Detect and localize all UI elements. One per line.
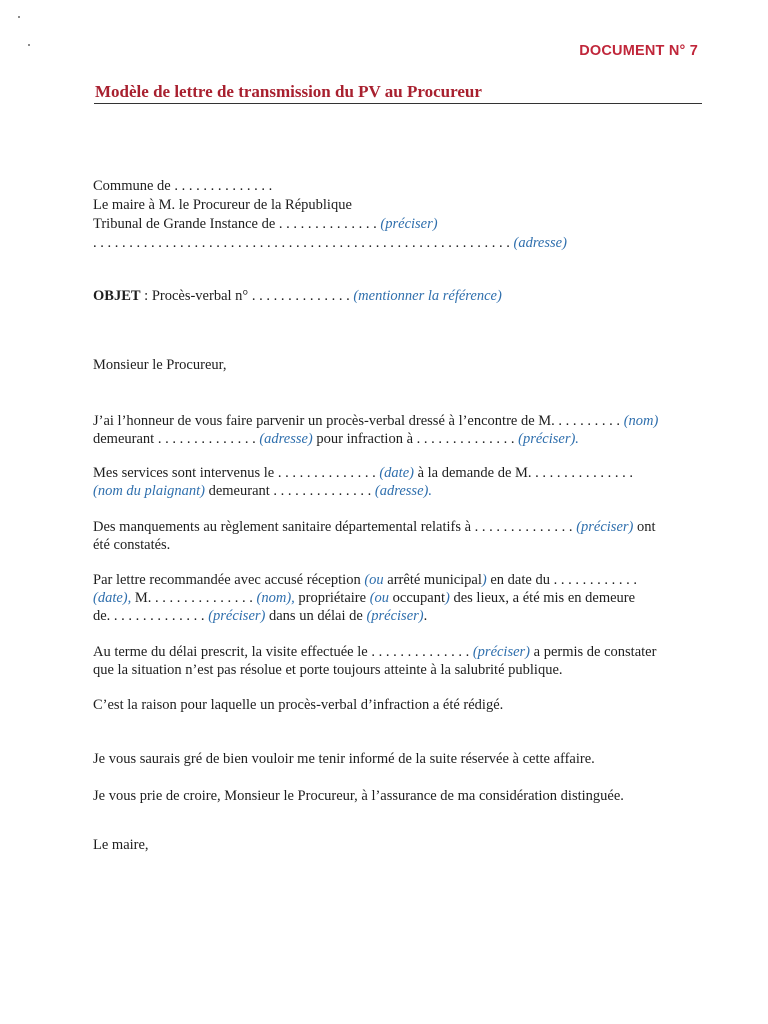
address-tribunal: Tribunal de Grande Instance de . . . . . . . . . . . . . . (préciser) [93,216,438,232]
signature: Le maire, [93,837,149,853]
p3-line2: été constatés. [93,537,171,553]
p3-line1: Des manquements au règlement sanitaire départemental relatifs à . . . . . . . . . . . . . . (préciser) ont [93,519,656,535]
p2-line1: Mes services sont intervenus le . . . . . . . . . . . . . . (date) à la demande de M. . . . . . . . . . . . . . . [93,465,634,481]
address-recipient: Le maire à M. le Procureur de la République [93,197,352,213]
p4-line3: de. . . . . . . . . . . . . . (préciser) dans un délai de (préciser). [93,608,428,624]
p5-line1: Au terme du délai prescrit, la visite effectuée le . . . . . . . . . . . . . . (préciser) a permis de constater [93,644,657,660]
address-line: . . . . . . . . . . . . . . . . . . . . . . . . . . . . . . . . . . . . . . . . . . . . . . . . . . . . . . . . . . (adresse) [93,235,567,251]
salutation: Monsieur le Procureur, [93,357,227,373]
p4-line1: Par lettre recommandée avec accusé réception (ou arrêté municipal) en date du . . . . . . . . . . . . [93,572,637,588]
document-number: DOCUMENT N° 7 [579,43,698,59]
p5-line2: que la situation n’est pas résolue et porte toujours atteinte à la salubrité publique. [93,662,563,678]
p1-line1: J’ai l’honneur de vous faire parvenir un procès-verbal dressé à l’encontre de M. . . . . . . . . . (nom) [93,413,659,429]
title-underline [94,103,702,104]
p8: Je vous prie de croire, Monsieur le Procureur, à l’assurance de ma considération distinguée. [93,788,624,804]
document-title: Modèle de lettre de transmission du PV au Procureur [95,82,482,101]
p4-line2: (date), M. . . . . . . . . . . . . . . (nom), propriétaire (ou occupant) des lieux, a été mis en demeure [93,590,636,606]
address-commune: Commune de . . . . . . . . . . . . . . [93,178,273,194]
p2-line2: (nom du plaignant) demeurant . . . . . . . . . . . . . . (adresse). [93,483,432,499]
tribunal-hint: (préciser) [380,216,438,232]
scan-speck [28,44,30,46]
objet-label: OBJET [93,288,141,304]
p6: C’est la raison pour laquelle un procès-verbal d’infraction a été rédigé. [93,697,504,713]
p1-line2: demeurant . . . . . . . . . . . . . . (adresse) pour infraction à . . . . . . . . . . . . . . (préciser). [93,431,579,447]
objet-line: OBJET : Procès-verbal n° . . . . . . . . . . . . . . (mentionner la référence) [93,288,502,304]
p7: Je vous saurais gré de bien vouloir me tenir informé de la suite réservée à cette affaire. [93,751,595,767]
scan-speck [18,16,20,18]
address-hint: (adresse) [513,235,567,251]
objet-hint: (mentionner la référence) [353,288,502,304]
